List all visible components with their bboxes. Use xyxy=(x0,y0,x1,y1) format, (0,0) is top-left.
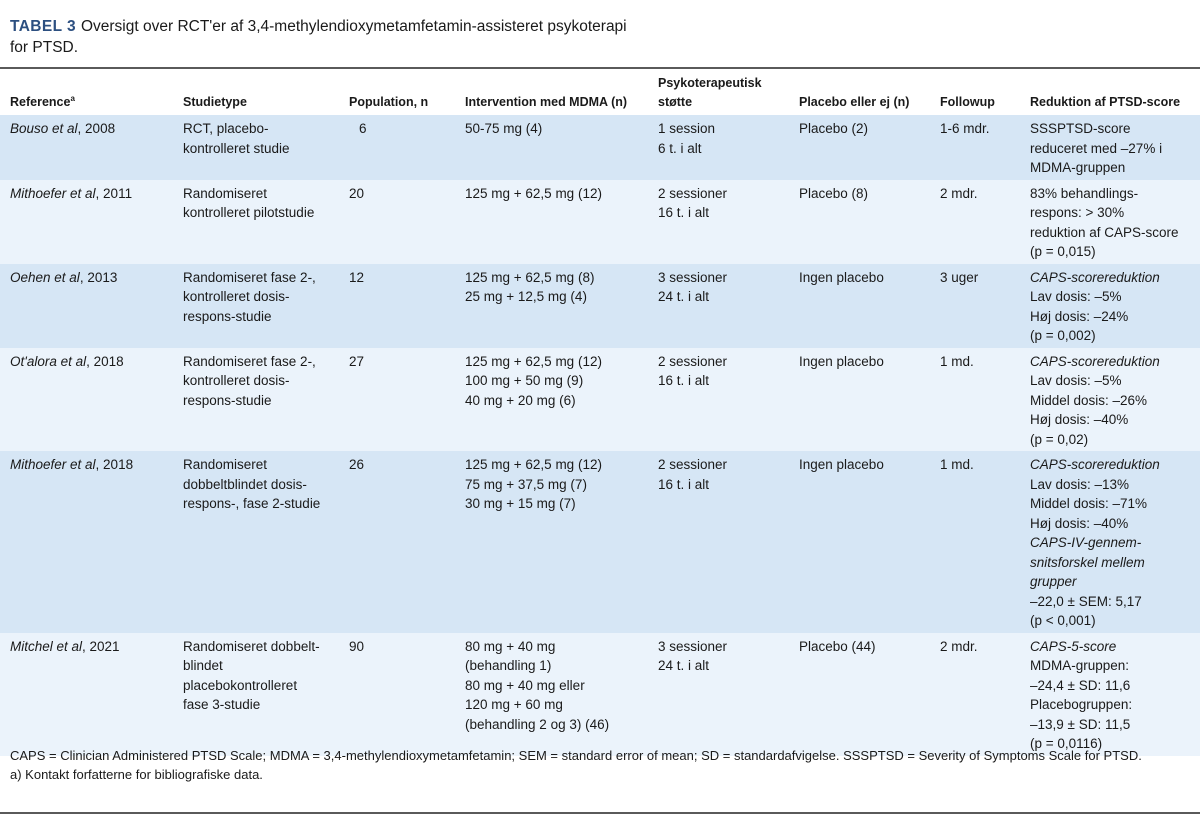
reference-year: , 2013 xyxy=(79,269,118,285)
reduktion-line: Høj dosis: –24% xyxy=(1030,308,1129,324)
reference-author: Bouso et al xyxy=(10,121,78,136)
cell-reduktion xyxy=(1020,115,1200,180)
stotte-line: 2 sessioner xyxy=(658,457,728,472)
stotte-line: 16 t. i alt xyxy=(658,476,710,492)
reduktion-line: Lav dosis: –13% xyxy=(1030,476,1130,492)
intervention-line: 125 mg + 62,5 mg (8) xyxy=(465,269,595,285)
stotte-line: 2 sessioner xyxy=(658,185,728,201)
reduktion-line: 83% behandlings- xyxy=(1030,185,1139,201)
cell-population: 6 xyxy=(339,115,455,180)
reference-year: , 2018 xyxy=(86,353,124,369)
studietype-line: fase 3-studie xyxy=(183,697,261,712)
reduktion-line: (p = 0,02) xyxy=(1030,431,1089,447)
cell-stotte xyxy=(648,264,789,348)
table-caption xyxy=(10,16,630,58)
studietype-line: respons-, fase 2-studie xyxy=(183,496,321,511)
reduktion-line: CAPS-scorereduktion xyxy=(1030,457,1160,472)
intervention-line: 25 mg + 12,5 mg (4) xyxy=(465,289,587,304)
intervention-line: 30 mg + 15 mg (7) xyxy=(465,496,576,511)
reduktion-line: Lav dosis: –5% xyxy=(1030,373,1122,388)
stotte-line: 16 t. i alt xyxy=(658,373,710,388)
reduktion-line: CAPS-5-score xyxy=(1030,638,1117,654)
intervention-line: 80 mg + 40 mg xyxy=(465,638,556,654)
studietype-line: Randomiseret fase 2-, xyxy=(183,353,316,369)
intervention-line: (behandling 1) xyxy=(465,658,552,673)
table-row xyxy=(0,451,1200,633)
cell-studietype xyxy=(173,348,339,452)
reduktion-line: CAPS-scorereduktion xyxy=(1030,353,1160,369)
reduktion-line: grupper xyxy=(1030,574,1077,589)
reduktion-line: CAPS-scorereduktion xyxy=(1030,269,1160,285)
intervention-line: (behandling 2 og 3) (46) xyxy=(465,716,610,732)
header-population: Population, n xyxy=(349,95,429,109)
header-stotte: Psykoterapeutisk støtte xyxy=(658,76,762,109)
cell-stotte xyxy=(648,115,789,180)
reduktion-line: SSSPTSD-score xyxy=(1030,121,1131,136)
reduktion-line: (p = 0,002) xyxy=(1030,328,1096,343)
table-bottom-rule xyxy=(0,812,1200,814)
cell-reference xyxy=(0,348,173,452)
cell-population: 90 xyxy=(339,633,455,756)
table-label: TABEL 3 xyxy=(10,18,76,35)
reference-author: Ot'alora et al xyxy=(10,353,87,369)
cell-reduktion xyxy=(1020,633,1200,756)
reduktion-line: (p = 0,015) xyxy=(1030,244,1096,259)
reference-author: Mithoefer et al xyxy=(10,185,96,201)
cell-stotte xyxy=(648,633,789,756)
reference-author: Mithoefer et al xyxy=(10,457,96,472)
studietype-line: kontrolleret studie xyxy=(183,140,290,156)
cell-placebo: Placebo (2) xyxy=(789,115,930,180)
cell-stotte xyxy=(648,451,789,633)
footnote-abbreviations: CAPS = Clinician Administered PTSD Scale; MDMA = 3,4-methylendioxymetamfetamin; SEM = standard error of mean; SD = standardafvigelse. SSSPTSD = Severity of Symptoms Scale for PTSD. xyxy=(10,748,1142,763)
reduktion-line: Lav dosis: –5% xyxy=(1030,289,1122,304)
footnote-marker: a xyxy=(70,93,75,103)
studietype-line: dobbeltblindet dosis- xyxy=(183,476,307,492)
cell-reduktion xyxy=(1020,264,1200,348)
table-body xyxy=(0,115,1200,756)
studietype-line: Randomiseret xyxy=(183,457,268,472)
studietype-line: kontrolleret dosis- xyxy=(183,373,290,388)
cell-population: 26 xyxy=(339,451,455,633)
reduktion-line: –13,9 ± SD: 11,5 xyxy=(1030,716,1131,732)
studietype-line: Randomiseret xyxy=(183,185,268,201)
cell-intervention xyxy=(455,115,648,180)
intervention-line: 80 mg + 40 mg eller xyxy=(465,677,585,693)
stotte-line: 1 session xyxy=(658,121,716,136)
cell-followup: 2 mdr. xyxy=(930,633,1020,756)
intervention-line: 125 mg + 62,5 mg (12) xyxy=(465,457,602,472)
reference-year: , 2011 xyxy=(95,185,133,201)
stotte-line: 3 sessioner xyxy=(658,638,728,654)
header-reduktion: Reduktion af PTSD-score xyxy=(1030,95,1181,109)
intervention-line: 75 mg + 37,5 mg (7) xyxy=(465,476,587,492)
reduktion-line: Høj dosis: –40% xyxy=(1030,515,1129,531)
cell-studietype xyxy=(173,451,339,633)
cell-placebo: Ingen placebo xyxy=(789,348,930,452)
cell-reference xyxy=(0,180,173,264)
cell-reference xyxy=(0,451,173,633)
cell-reference xyxy=(0,264,173,348)
cell-population: 12 xyxy=(339,264,455,348)
cell-reduktion xyxy=(1020,180,1200,264)
cell-intervention xyxy=(455,264,648,348)
reduktion-line: Middel dosis: –26% xyxy=(1030,392,1148,408)
rct-overview-table xyxy=(0,69,1200,756)
studietype-line: blindet xyxy=(183,658,223,673)
reduktion-line: (p = 0,0116) xyxy=(1030,736,1103,751)
cell-reference xyxy=(0,115,173,180)
studietype-line: respons-studie xyxy=(183,308,272,324)
studietype-line: Randomiseret fase 2-, xyxy=(183,269,316,285)
table-footnotes xyxy=(10,746,1190,784)
cell-studietype xyxy=(173,264,339,348)
table-row xyxy=(0,115,1200,180)
cell-reduktion xyxy=(1020,451,1200,633)
header-intervention: Intervention med MDMA (n) xyxy=(465,95,628,109)
reduktion-line: CAPS-IV-gennem- xyxy=(1030,535,1142,550)
studietype-line: kontrolleret dosis- xyxy=(183,289,290,304)
reference-year: , 2021 xyxy=(82,638,120,654)
table-title: Oversigt over RCT'er af 3,4-methylendioxymetamfetamin-assisteret psykoterapi for PTSD. xyxy=(10,18,627,56)
studietype-line: kontrolleret pilotstudie xyxy=(183,205,315,220)
reference-author: Oehen et al xyxy=(10,269,80,285)
studietype-line: placebokontrolleret xyxy=(183,677,298,693)
footnote-a: a) Kontakt forfatterne for bibliografiske data. xyxy=(10,767,263,782)
table-row xyxy=(0,264,1200,348)
reduktion-line: –24,4 ± SD: 11,6 xyxy=(1030,677,1131,693)
stotte-line: 24 t. i alt xyxy=(658,289,710,304)
header-followup: Followup xyxy=(940,95,995,109)
reduktion-line: Middel dosis: –71% xyxy=(1030,496,1148,511)
cell-placebo: Ingen placebo xyxy=(789,264,930,348)
studietype-line: Randomiseret dobbelt- xyxy=(183,638,320,654)
reduktion-line: respons: > 30% xyxy=(1030,205,1125,220)
reduktion-line: snitsforskel mellem xyxy=(1030,554,1145,570)
cell-placebo: Placebo (44) xyxy=(789,633,930,756)
cell-intervention xyxy=(455,180,648,264)
reference-year: , 2018 xyxy=(95,457,134,472)
stotte-line: 2 sessioner xyxy=(658,353,728,369)
intervention-line: 125 mg + 62,5 mg (12) xyxy=(465,185,602,201)
cell-population: 27 xyxy=(339,348,455,452)
reduktion-line: reduktion af CAPS-score xyxy=(1030,224,1179,240)
intervention-line: 120 mg + 60 mg xyxy=(465,697,563,712)
header-studietype: Studietype xyxy=(183,95,247,109)
cell-followup: 1 md. xyxy=(930,348,1020,452)
cell-intervention xyxy=(455,633,648,756)
cell-followup: 1 md. xyxy=(930,451,1020,633)
table-row xyxy=(0,180,1200,264)
stotte-line: 16 t. i alt xyxy=(658,205,710,220)
reduktion-line: MDMA-gruppen: xyxy=(1030,658,1130,673)
stotte-line: 6 t. i alt xyxy=(658,140,702,156)
header-row xyxy=(0,69,1200,115)
reduktion-line: Høj dosis: –40% xyxy=(1030,412,1129,427)
cell-studietype xyxy=(173,633,339,756)
header-reference: Reference$^a$ xyxy=(10,93,75,109)
reduktion-line: reduceret med –27% i xyxy=(1030,140,1163,156)
cell-intervention xyxy=(455,451,648,633)
cell-studietype xyxy=(173,180,339,264)
studietype-line: RCT, placebo- xyxy=(183,121,269,136)
reduktion-line: MDMA-gruppen xyxy=(1030,160,1126,175)
cell-placebo: Placebo (8) xyxy=(789,180,930,264)
intervention-line: 50-75 mg (4) xyxy=(465,121,543,136)
cell-followup: 3 uger xyxy=(930,264,1020,348)
reduktion-line: –22,0 ± SEM: 5,17 xyxy=(1030,593,1142,609)
cell-stotte xyxy=(648,348,789,452)
table-row xyxy=(0,348,1200,452)
reference-author: Mitchel et al xyxy=(10,638,83,654)
cell-intervention xyxy=(455,348,648,452)
cell-placebo: Ingen placebo xyxy=(789,451,930,633)
intervention-line: 40 mg + 20 mg (6) xyxy=(465,392,576,408)
stotte-line: 24 t. i alt xyxy=(658,658,710,673)
reduktion-line: Placebogruppen: xyxy=(1030,697,1133,712)
reference-year: , 2008 xyxy=(77,121,116,136)
table-row xyxy=(0,633,1200,756)
stotte-line: 3 sessioner xyxy=(658,269,728,285)
reduktion-line: (p < 0,001) xyxy=(1030,613,1096,628)
cell-reference xyxy=(0,633,173,756)
cell-reduktion xyxy=(1020,348,1200,452)
cell-population: 20 xyxy=(339,180,455,264)
intervention-line: 100 mg + 50 mg (9) xyxy=(465,373,584,388)
studietype-line: respons-studie xyxy=(183,392,272,408)
cell-stotte xyxy=(648,180,789,264)
header-placebo: Placebo eller ej (n) xyxy=(799,95,910,109)
cell-followup: 1-6 mdr. xyxy=(930,115,1020,180)
intervention-line: 125 mg + 62,5 mg (12) xyxy=(465,353,602,369)
cell-studietype xyxy=(173,115,339,180)
cell-followup: 2 mdr. xyxy=(930,180,1020,264)
